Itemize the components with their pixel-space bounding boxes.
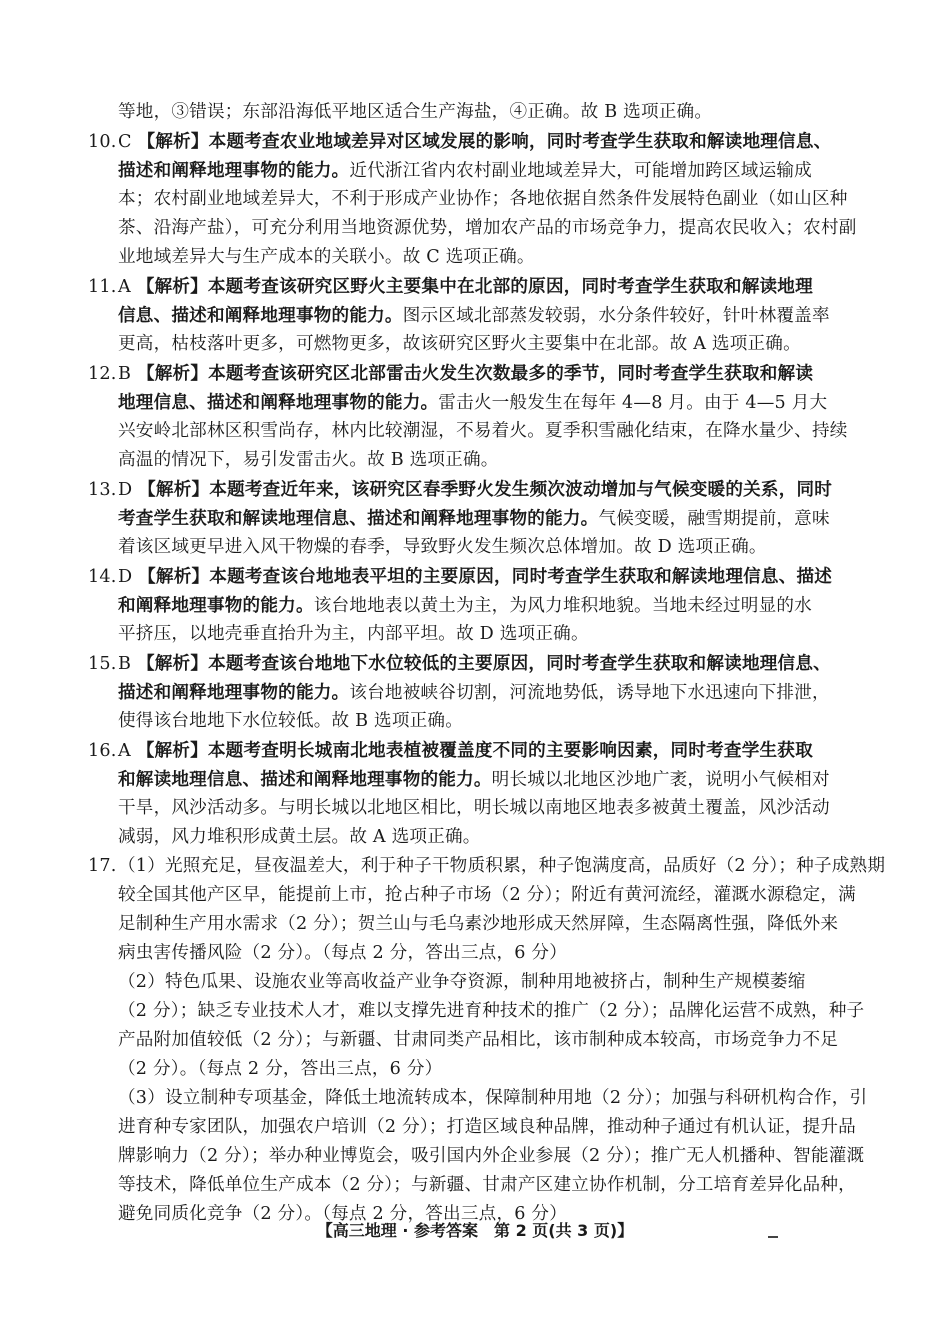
answer-choice: C (118, 132, 132, 152)
answer-text: 牌影响力（2 分）；举办种业博览会，吸引国内外企业参展（2 分）；推广无人机播种、智能灌溉 (118, 1146, 865, 1166)
analysis-head-cont: 和解读地理信息、描述和阐释地理事物的能力。 (118, 769, 492, 790)
analysis-tag: 【解析】 (136, 653, 209, 674)
answer-text: （2 分）；缺乏专业技术人才，难以支撑先进育种技术的推广（2 分）；品牌化运营不成熟，种子 (118, 1001, 865, 1021)
analysis-text: 使得该台地地下水位较低。故 B 选项正确。 (118, 711, 464, 731)
answer-number: 12. (88, 364, 117, 384)
answer-text: （2 分）。（每点 2 分，答出三点，6 分） (118, 1059, 443, 1079)
analysis-text: 近代浙江省内农村副业地域差异大，可能增加跨区域运输成 (349, 161, 812, 181)
answer-text: （1）光照充足，昼夜温差大，利于种子干物质积累，种子饱满度高，品质好（2 分）；种子成熟期 (118, 856, 886, 876)
analysis-text: 干旱，风沙活动多。与明长城以北地区相比，明长城以南地区地表多被黄土覆盖，风沙活动 (118, 798, 830, 818)
answer-12 (88, 359, 863, 475)
answer-text: 较全国其他产区早，能提前上市，抢占种子市场（2 分）；附近有黄河流经，灌溉水源稳定，满 (118, 885, 856, 905)
analysis-tag: 【解析】 (136, 276, 208, 297)
answer-10 (88, 127, 863, 272)
analysis-head-cont: 描述和阐释地理事物的能力。 (118, 160, 350, 181)
mark-dash (768, 1236, 778, 1238)
answer-number: 11. (88, 277, 117, 297)
analysis-head-cont: 地理信息、描述和阐释地理事物的能力。 (118, 392, 439, 413)
analysis-tag: 【解析】 (138, 566, 210, 587)
analysis-tag: 【解析】 (138, 479, 210, 500)
answer-choice: A (118, 741, 131, 761)
answer-17 (88, 852, 886, 1229)
analysis-head: 本题考查近年来，该研究区春季野火发生频次波动增加与气候变暖的关系，同时 (209, 479, 833, 500)
analysis-head: 本题考查该台地地表平坦的主要原因，同时考查学生获取和解读地理信息、描述 (209, 566, 833, 587)
analysis-head-cont: 和阐释地理事物的能力。 (118, 595, 314, 616)
answer-13 (88, 475, 863, 562)
analysis-text: 该台地地表以黄土为主，为风力堆积地貌。当地未经过明显的水 (313, 596, 812, 616)
analysis-text: 该台地被峡谷切割，河流地势低，诱导地下水迅速向下排泄， (349, 683, 830, 703)
page-footer: 【高三地理 · 参考答案 第 2 页(共 3 页)】 (316, 1221, 634, 1240)
analysis-text: 本；农村副业地域差异大，不利于形成产业协作；各地依据自然条件发展特色副业（如山区种 (118, 189, 848, 209)
answer-number: 10. (88, 132, 117, 152)
analysis-text: 平挤压，以地壳垂直抬升为主，内部平坦。故 D 选项正确。 (118, 624, 589, 644)
answer-number: 17. (88, 856, 117, 876)
analysis-text: 兴安岭北部林区积雪尚存，林内比较潮湿，不易着火。夏季积雪融化结束，在降水量少、持续 (118, 421, 848, 441)
answer-text: （3）设立制种专项基金，降低土地流转成本，保障制种用地（2 分）；加强与科研机构合作，引 (118, 1088, 868, 1108)
answer-14 (88, 562, 863, 649)
analysis-text: 茶、沿海产盐），可充分利用当地资源优势，增加农产品的市场竞争力，提高农民收入；农村副 (118, 218, 857, 238)
analysis-tag: 【解析】 (136, 740, 208, 761)
analysis-text: 图示区域北部蒸发较弱，水分条件较好，针叶林覆盖率 (402, 306, 830, 326)
analysis-text: 雷击火一般发生在每年 4—8 月。由于 4—5 月大 (438, 393, 828, 413)
answer-15 (88, 649, 863, 736)
answer-text: （2）特色瓜果、设施农业等高收益产业争夺资源，制种用地被挤占，制种生产规模萎缩 (118, 972, 806, 992)
analysis-tag: 【解析】 (136, 363, 209, 384)
answer-number: 15. (88, 654, 117, 674)
answer-choice: D (118, 480, 133, 500)
answer-choice: D (118, 567, 133, 587)
analysis-head: 本题考查该研究区北部雷击火发生次数最多的季节，同时考查学生获取和解读 (208, 363, 814, 384)
answer-number: 16. (88, 741, 117, 761)
analysis-head-cont: 描述和阐释地理事物的能力。 (118, 682, 350, 703)
analysis-head-cont: 信息、描述和阐释地理事物的能力。 (118, 305, 403, 326)
analysis-text: 业地域差异大与生产成本的关联小。故 C 选项正确。 (118, 247, 535, 267)
analysis-text: 高温的情况下，易引发雷击火。故 B 选项正确。 (118, 450, 499, 470)
analysis-text: 气候变暖，融雪期提前，意味 (598, 509, 830, 529)
answer-9-continuation: 等地，③错误；东部沿海低平地区适合生产海盐，④正确。故 B 选项正确。 (118, 102, 713, 122)
answer-text: 避免同质化竞争（2 分）。（每点 2 分，答出三点，6 分） (118, 1204, 568, 1224)
analysis-head-cont: 考查学生获取和解读地理信息、描述和阐释地理事物的能力。 (118, 508, 599, 529)
answer-number: 13. (88, 480, 117, 500)
analysis-head: 本题考查明长城南北地表植被覆盖度不同的主要影响因素，同时考查学生获取 (207, 740, 813, 761)
answer-11 (88, 272, 863, 359)
answer-choice: B (118, 364, 132, 384)
answer-content (88, 98, 886, 1229)
analysis-head: 本题考查该研究区野火主要集中在北部的原因，同时考查学生获取和解读地理 (207, 276, 813, 297)
answer-16 (88, 736, 863, 852)
answer-choice: B (118, 654, 132, 674)
answer-text: 等技术，降低单位生产成本（2 分）；与新疆、甘肃产区建立协作机制，分工培育差异化品种， (118, 1175, 856, 1195)
answer-number: 14. (88, 567, 117, 587)
answer-text: 进育种专家团队，加强农户培训（2 分）；打造区域良种品牌，推动种子通过有机认证，提升品 (118, 1117, 856, 1137)
analysis-text: 减弱，风力堆积形成黄土层。故 A 选项正确。 (118, 827, 481, 847)
analysis-text: 着该区域更早进入风干物燥的春季，导致野火发生频次总体增加。故 D 选项正确。 (118, 537, 767, 557)
analysis-text: 更高，枯枝落叶更多，可燃物更多，故该研究区野火主要集中在北部。故 A 选项正确。 (118, 334, 801, 354)
answer-text: 产品附加值较低（2 分）；与新疆、甘肃同类产品相比，该市制种成本较高，市场竞争力不足 (118, 1030, 839, 1050)
answer-text: 足制种生产用水需求（2 分）；贺兰山与毛乌素沙地形成天然屏障，生态隔离性强，降低外来 (118, 914, 839, 934)
answer-choice: A (118, 277, 131, 297)
analysis-head: 本题考查农业地域差异对区域发展的影响，同时考查学生获取和解读地理信息、 (208, 131, 832, 152)
analysis-head: 本题考查该台地地下水位较低的主要原因，同时考查学生获取和解读地理信息、 (208, 653, 831, 674)
answer-text: 病虫害传播风险（2 分）。（每点 2 分，答出三点，6 分） (118, 943, 568, 963)
analysis-tag: 【解析】 (137, 131, 209, 152)
analysis-text: 明长城以北地区沙地广袤，说明小气候相对 (491, 770, 830, 790)
